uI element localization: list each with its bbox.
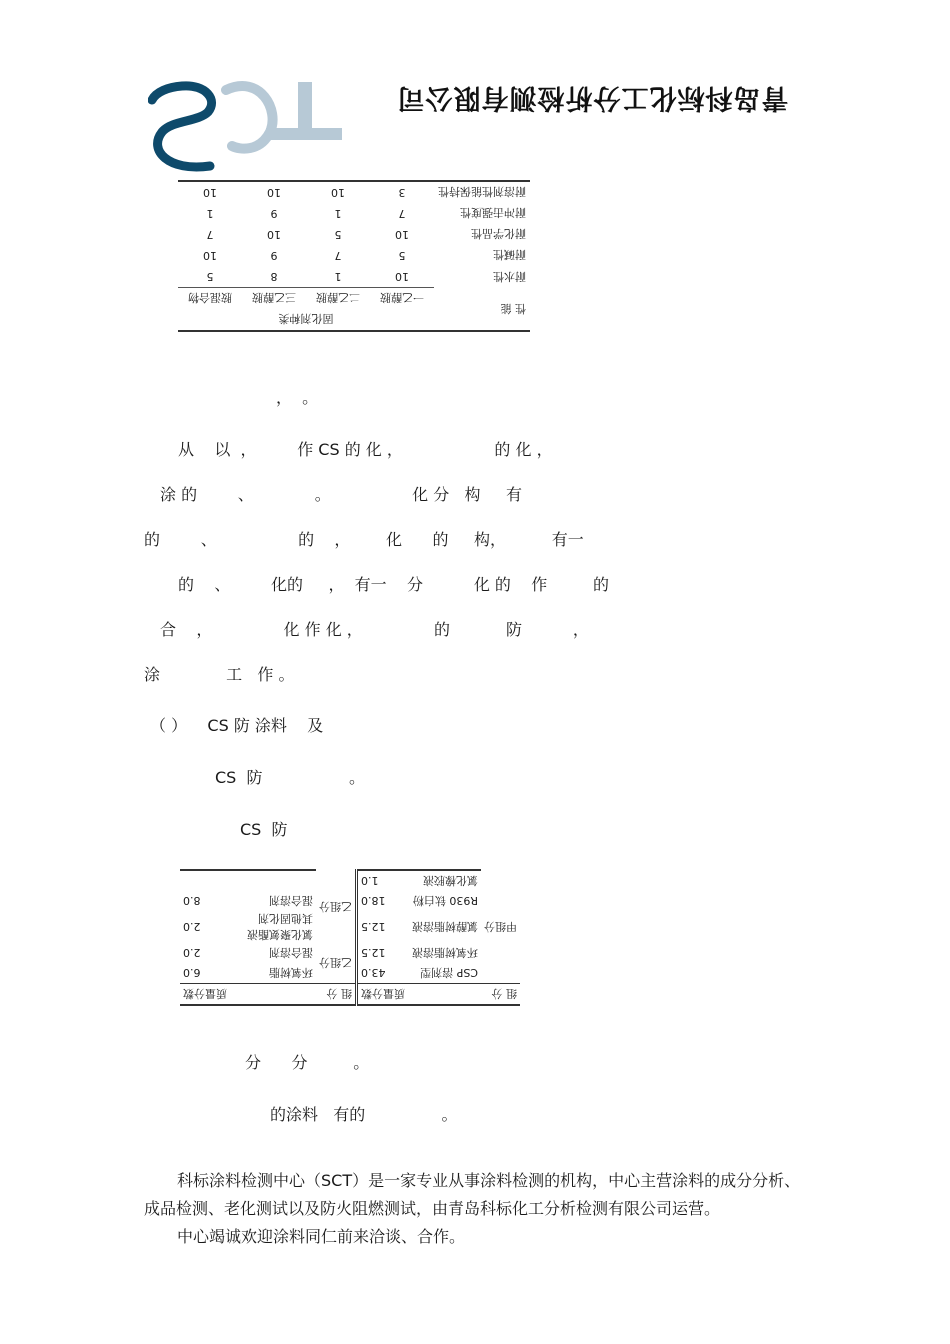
- table-row: [180, 963, 520, 984]
- sct-logo-mark: [148, 80, 348, 172]
- cell: 氯化聚氨酯液 其他固化剂: [247, 912, 313, 941]
- table-row: [180, 911, 520, 943]
- cell: 8: [270, 270, 278, 283]
- cell: 8.0: [183, 894, 201, 908]
- table2-col: 质量分数: [180, 984, 230, 1006]
- body-line: 从 以 ， 作 CS 的 化 ， 的 化 ，: [178, 440, 553, 459]
- company-name: 青岛科标化工分析检测有限公司: [396, 82, 789, 113]
- section-heading: （ ） CS 防 涂料 及: [150, 716, 324, 735]
- cell: 5: [206, 270, 214, 283]
- cell: 2.0: [183, 946, 201, 960]
- cell: 5: [398, 249, 406, 262]
- table1-col: 一乙醇胺: [370, 288, 434, 310]
- formula-table: [180, 862, 520, 1006]
- cell: 10: [267, 228, 281, 241]
- cell: 10: [242, 181, 306, 203]
- cell: 2.0: [183, 920, 201, 934]
- group-label: 乙组分: [316, 870, 357, 943]
- body-line: 的涂料 有的 。: [270, 1105, 458, 1124]
- table-row: [178, 203, 530, 224]
- cell: 43.0: [361, 966, 386, 980]
- cell: CSP 溶剂型: [420, 966, 478, 979]
- table-row: [178, 266, 530, 288]
- cell: 12.5: [361, 920, 386, 934]
- footer-paragraph: 科标涂料检测中心（SCT）是一家专业从事涂料检测的机构，中心主营涂料的成分分析、成品检测、老化测试以及防火阻燃测试，由青岛科标化工分析检测有限公司运营。: [144, 1171, 801, 1218]
- cell: 环氧树脂: [269, 966, 313, 979]
- cell: 9: [270, 207, 278, 220]
- cell: 18.0: [361, 894, 386, 908]
- cell: 1: [334, 270, 342, 283]
- body-line: 的 、 化的 ， 有一 分 化 的 作 的: [178, 575, 610, 594]
- curing-agent-table: [178, 178, 530, 332]
- table2-col: 组 分: [230, 984, 357, 1006]
- body-line: 合 ， 化 作 化 ， 的 防 ，: [160, 620, 589, 639]
- cell: 12.5: [361, 946, 386, 960]
- cell: 混合溶剂: [269, 894, 313, 907]
- table-row: [178, 224, 530, 245]
- cell: 10: [395, 228, 409, 241]
- body-line: 分 分 。: [245, 1053, 370, 1072]
- cell: 5: [334, 228, 342, 241]
- row-name: 耐碱性: [493, 248, 526, 262]
- table1-row-header: 性 能: [434, 288, 530, 332]
- table-row: [178, 245, 530, 266]
- cell: 混合溶剂: [269, 946, 313, 959]
- body-line: 涂 工 作 。: [144, 665, 295, 684]
- cell: 9: [270, 249, 278, 262]
- cell: 3: [370, 181, 434, 203]
- cell: 7: [206, 228, 214, 241]
- cell: 10: [306, 181, 370, 203]
- cell: 10: [203, 249, 217, 262]
- group-label: 乙组分: [316, 943, 357, 984]
- cell: 7: [334, 249, 342, 262]
- cell: 环氧树脂溶液: [412, 946, 478, 959]
- footer-paragraph: 中心竭诚欢迎涂料同仁前来洽谈、合作。: [177, 1227, 466, 1246]
- table1-col: 胺混合物: [178, 288, 242, 310]
- body-line: CS 防 。: [215, 768, 365, 787]
- sct-logo: [148, 80, 348, 172]
- cell: 10: [395, 270, 409, 283]
- row-name: 耐水性: [493, 269, 526, 283]
- table-caption: CS 防: [240, 820, 288, 839]
- table2-col: 质量分数: [357, 984, 409, 1006]
- cell: 10: [178, 181, 242, 203]
- cell: 6.0: [183, 966, 201, 980]
- body-line: 的 、 的 ， 化 的 构， 有一: [144, 530, 584, 549]
- cell: 氯醇树脂溶液: [412, 920, 478, 933]
- cell: R930 钛白粉: [412, 894, 478, 907]
- cell: 1.0: [357, 870, 409, 891]
- cell: 7: [398, 207, 406, 220]
- body-line: 涂 的 、 。 化 分 构 有: [160, 485, 522, 504]
- table-row: [178, 181, 530, 203]
- table1-col: 三乙醇胺: [242, 288, 306, 310]
- cell: 氯化橡胶液: [408, 870, 481, 891]
- group-label: 甲组分: [484, 920, 517, 933]
- cell: 1: [206, 207, 214, 220]
- cell: 1: [334, 207, 342, 220]
- table2-col: 组 分: [408, 984, 520, 1006]
- row-name: 耐化学品性: [471, 227, 526, 241]
- table1-col: 二乙醇胺: [306, 288, 370, 310]
- table1-header-group: 固化剂种类: [178, 309, 434, 331]
- row-name: 耐溶剂性能保持性: [434, 181, 530, 203]
- body-line: ， 。: [276, 388, 319, 407]
- row-name: 耐冲击强度性: [460, 206, 526, 220]
